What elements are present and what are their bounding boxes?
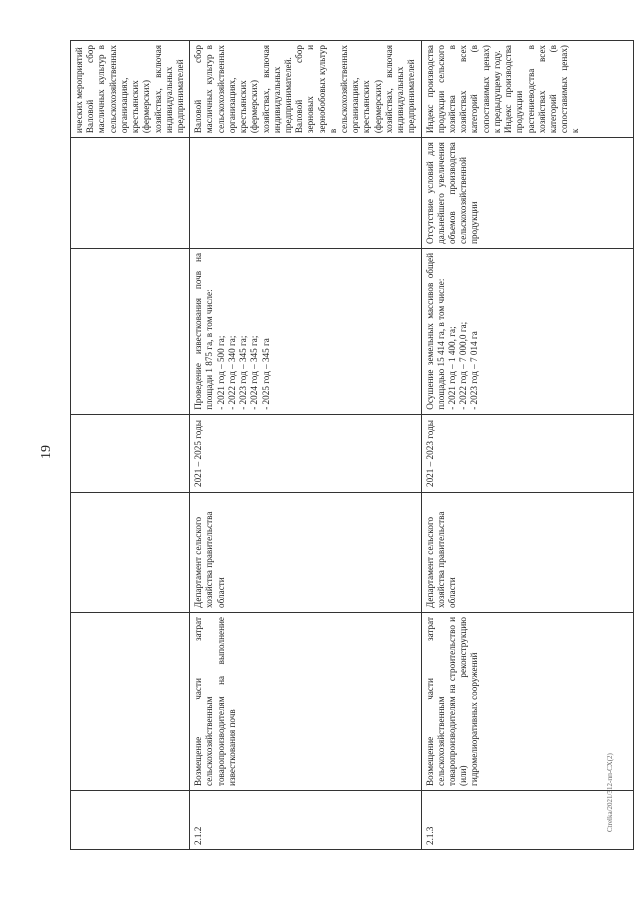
cell-executor [71,493,190,613]
cell-no [71,790,190,849]
indicator-line: - 2021 год – 1 400, га; [447,326,457,410]
indicator-line: - 2025 год – 345 га [260,338,271,410]
cell-risks [71,138,190,249]
rotated-table-container [70,40,596,850]
cell-no: 2.1.2 [190,790,421,849]
table-row-2-1-3 [421,41,633,850]
cell-name: Возмещение части затрат сельскохозяйственным товаропроизводителям на выполнение известкования почв [190,612,421,790]
cell-name: Возмещение части затрат сельскохозяйственным товаропроизводителям на строительство и (или) реконструкцию гидромелиоративных сооружений [421,612,633,790]
cell-indicator [71,248,190,414]
table-row-2-1-2 [190,41,421,850]
indicator-line: Осушение земельных массивов общей площадью 15 414 га, в том числе: [424,252,446,410]
indicator-line: - 2021 год – 500 га; [215,335,226,410]
footer-code: Сtrelkа/2021/312-пп-СХ(2) [606,753,614,832]
indicator-line: - 2024 год – 345 га; [249,335,260,410]
cell-effect [421,41,633,138]
cell-risks [190,138,421,249]
cell-executor: Департамент сельского хозяйства правительства области [190,493,421,613]
cell-no: 2.1.3 [421,790,633,849]
page-number: 19 [39,445,54,459]
effect-line: Валовой сбор масличных культур в сельскохозяйственных организациях, крестьянских (фермерских) хозяйствах, включая индивидуальных предпринимателей. [193,44,293,134]
indicator-line: - 2022 год – 340 га; [226,335,237,410]
measures-table [70,40,634,850]
effect-line: Индекс производства продукции сельского хозяйства в хозяйствах всех категорий (в сопоставимых ценах) к предыдущему году. [424,45,502,134]
table-row-continuation [71,41,190,850]
indicator-line: Проведение известкования почв на площади 1 875 га, в том числе: [193,252,215,410]
cell-name [71,612,190,790]
cell-indicator [190,248,421,414]
effect-line: Валовой сбор зерновых и зернобобовых культур в сельскохозяйственных организациях, крестьянских (фермерских) хозяйствах, включая индивидуальных предпринимателей [294,44,417,134]
cell-effect [190,41,421,138]
effect-line: Индекс производства продукции растениеводства в хозяйствах всех категорий (в сопоставимых ценах) к [503,45,581,134]
indicator-line: - 2023 год – 7 014 га [469,331,480,410]
cell-period: 2021 – 2023 годы [421,414,633,492]
cell-period: 2021 – 2025 годы [190,414,421,492]
cell-indicator [421,248,633,414]
cell-executor: Департамент сельского хозяйства правительства области [421,493,633,613]
indicator-line: - 2022 год – 7 000,0 га; [458,321,469,410]
cell-period [71,414,190,492]
effect-line: ических мероприятий [74,47,84,134]
cell-effect [71,41,190,138]
cell-risks: Отсутствие условий для дальнейшего увеличения объемов производства сельскохозяйственной продукции [421,138,633,249]
effect-line: Валовой сбор масличных культур в сельскохозяйственных организациях, крестьянских (фермерских) хозяйствах, включая индивидуальных предпринимателей [85,44,185,134]
indicator-line: - 2023 год – 345 га; [238,335,249,410]
